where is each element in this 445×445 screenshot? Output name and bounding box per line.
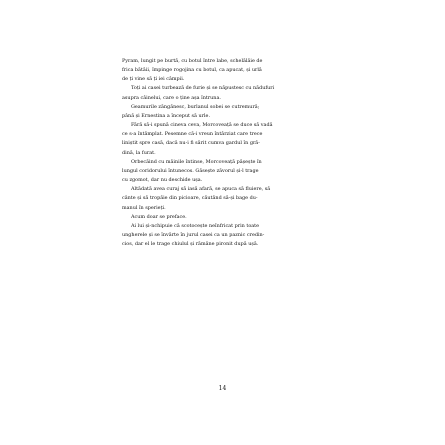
paragraph xyxy=(122,222,323,249)
text-line: cu zgomot, dar nu deschide ușa. xyxy=(122,177,203,184)
text-line: Toți ai casei turbează de furie și se năpustesc cu nădufuri xyxy=(131,85,275,92)
text-line: Ai lui și-nchipuie că scotocește neînfricat prin toate xyxy=(131,222,260,229)
paragraph xyxy=(122,158,323,185)
text-line: până și Ernestina a început să urle. xyxy=(122,112,211,119)
text-line: cios, dar el le trage chiulul și rămâne pironit după ușă. xyxy=(122,241,259,248)
paragraph xyxy=(122,121,323,158)
text-line: ce s-a întâmplat. Pesemne că-i vreun întârziat care trece xyxy=(122,131,263,138)
text-line: manul în sperieți. xyxy=(122,204,166,211)
text-line: de ți vine să ți iei câmpii. xyxy=(122,76,185,83)
text-line: asupra câinelui, care o ține așa întruna. xyxy=(122,94,221,101)
body-text xyxy=(122,57,323,249)
text-line: cânte și să tropăie din picioare, căutând să-și bage du- xyxy=(122,195,258,202)
paragraph xyxy=(122,185,323,212)
paragraph xyxy=(122,57,323,84)
text-line: lungul coridorului întunecos. Găsește zăvorul și-l trage xyxy=(122,167,259,174)
text-line: Orbecăind cu mâinile întinse, Morcoveață pășește în xyxy=(131,158,262,165)
text-line: Pyram, lungit pe burtă, cu botul între labe, schelălăie de xyxy=(122,58,263,64)
paragraph xyxy=(122,103,323,121)
text-line: Altădată avea curaj să iasă afară, se apuca să fluiere, să xyxy=(131,186,271,193)
text-line: ungherele și se învârte în jurul casei ca un paznic credin- xyxy=(122,231,265,238)
text-line: Acum doar se preface. xyxy=(131,213,187,220)
text-line: dină, la furat. xyxy=(122,149,156,156)
page-number: 14 xyxy=(218,385,227,392)
paragraph xyxy=(122,213,323,222)
paragraph xyxy=(122,84,323,102)
text-line: liniștit spre casă, dacă nu-i fi sărit cumva gardul în gră- xyxy=(122,140,260,147)
text-line: Fără să-i spună cineva ceva, Morcoveață se duce să vadă xyxy=(131,122,273,129)
text-line: frica bătăii, împinge rogojina cu botul, ca apucat, și urlă xyxy=(122,67,262,74)
text-line: Geamurile zăngănesc, burlanul sobei se cutremură; xyxy=(131,103,260,110)
